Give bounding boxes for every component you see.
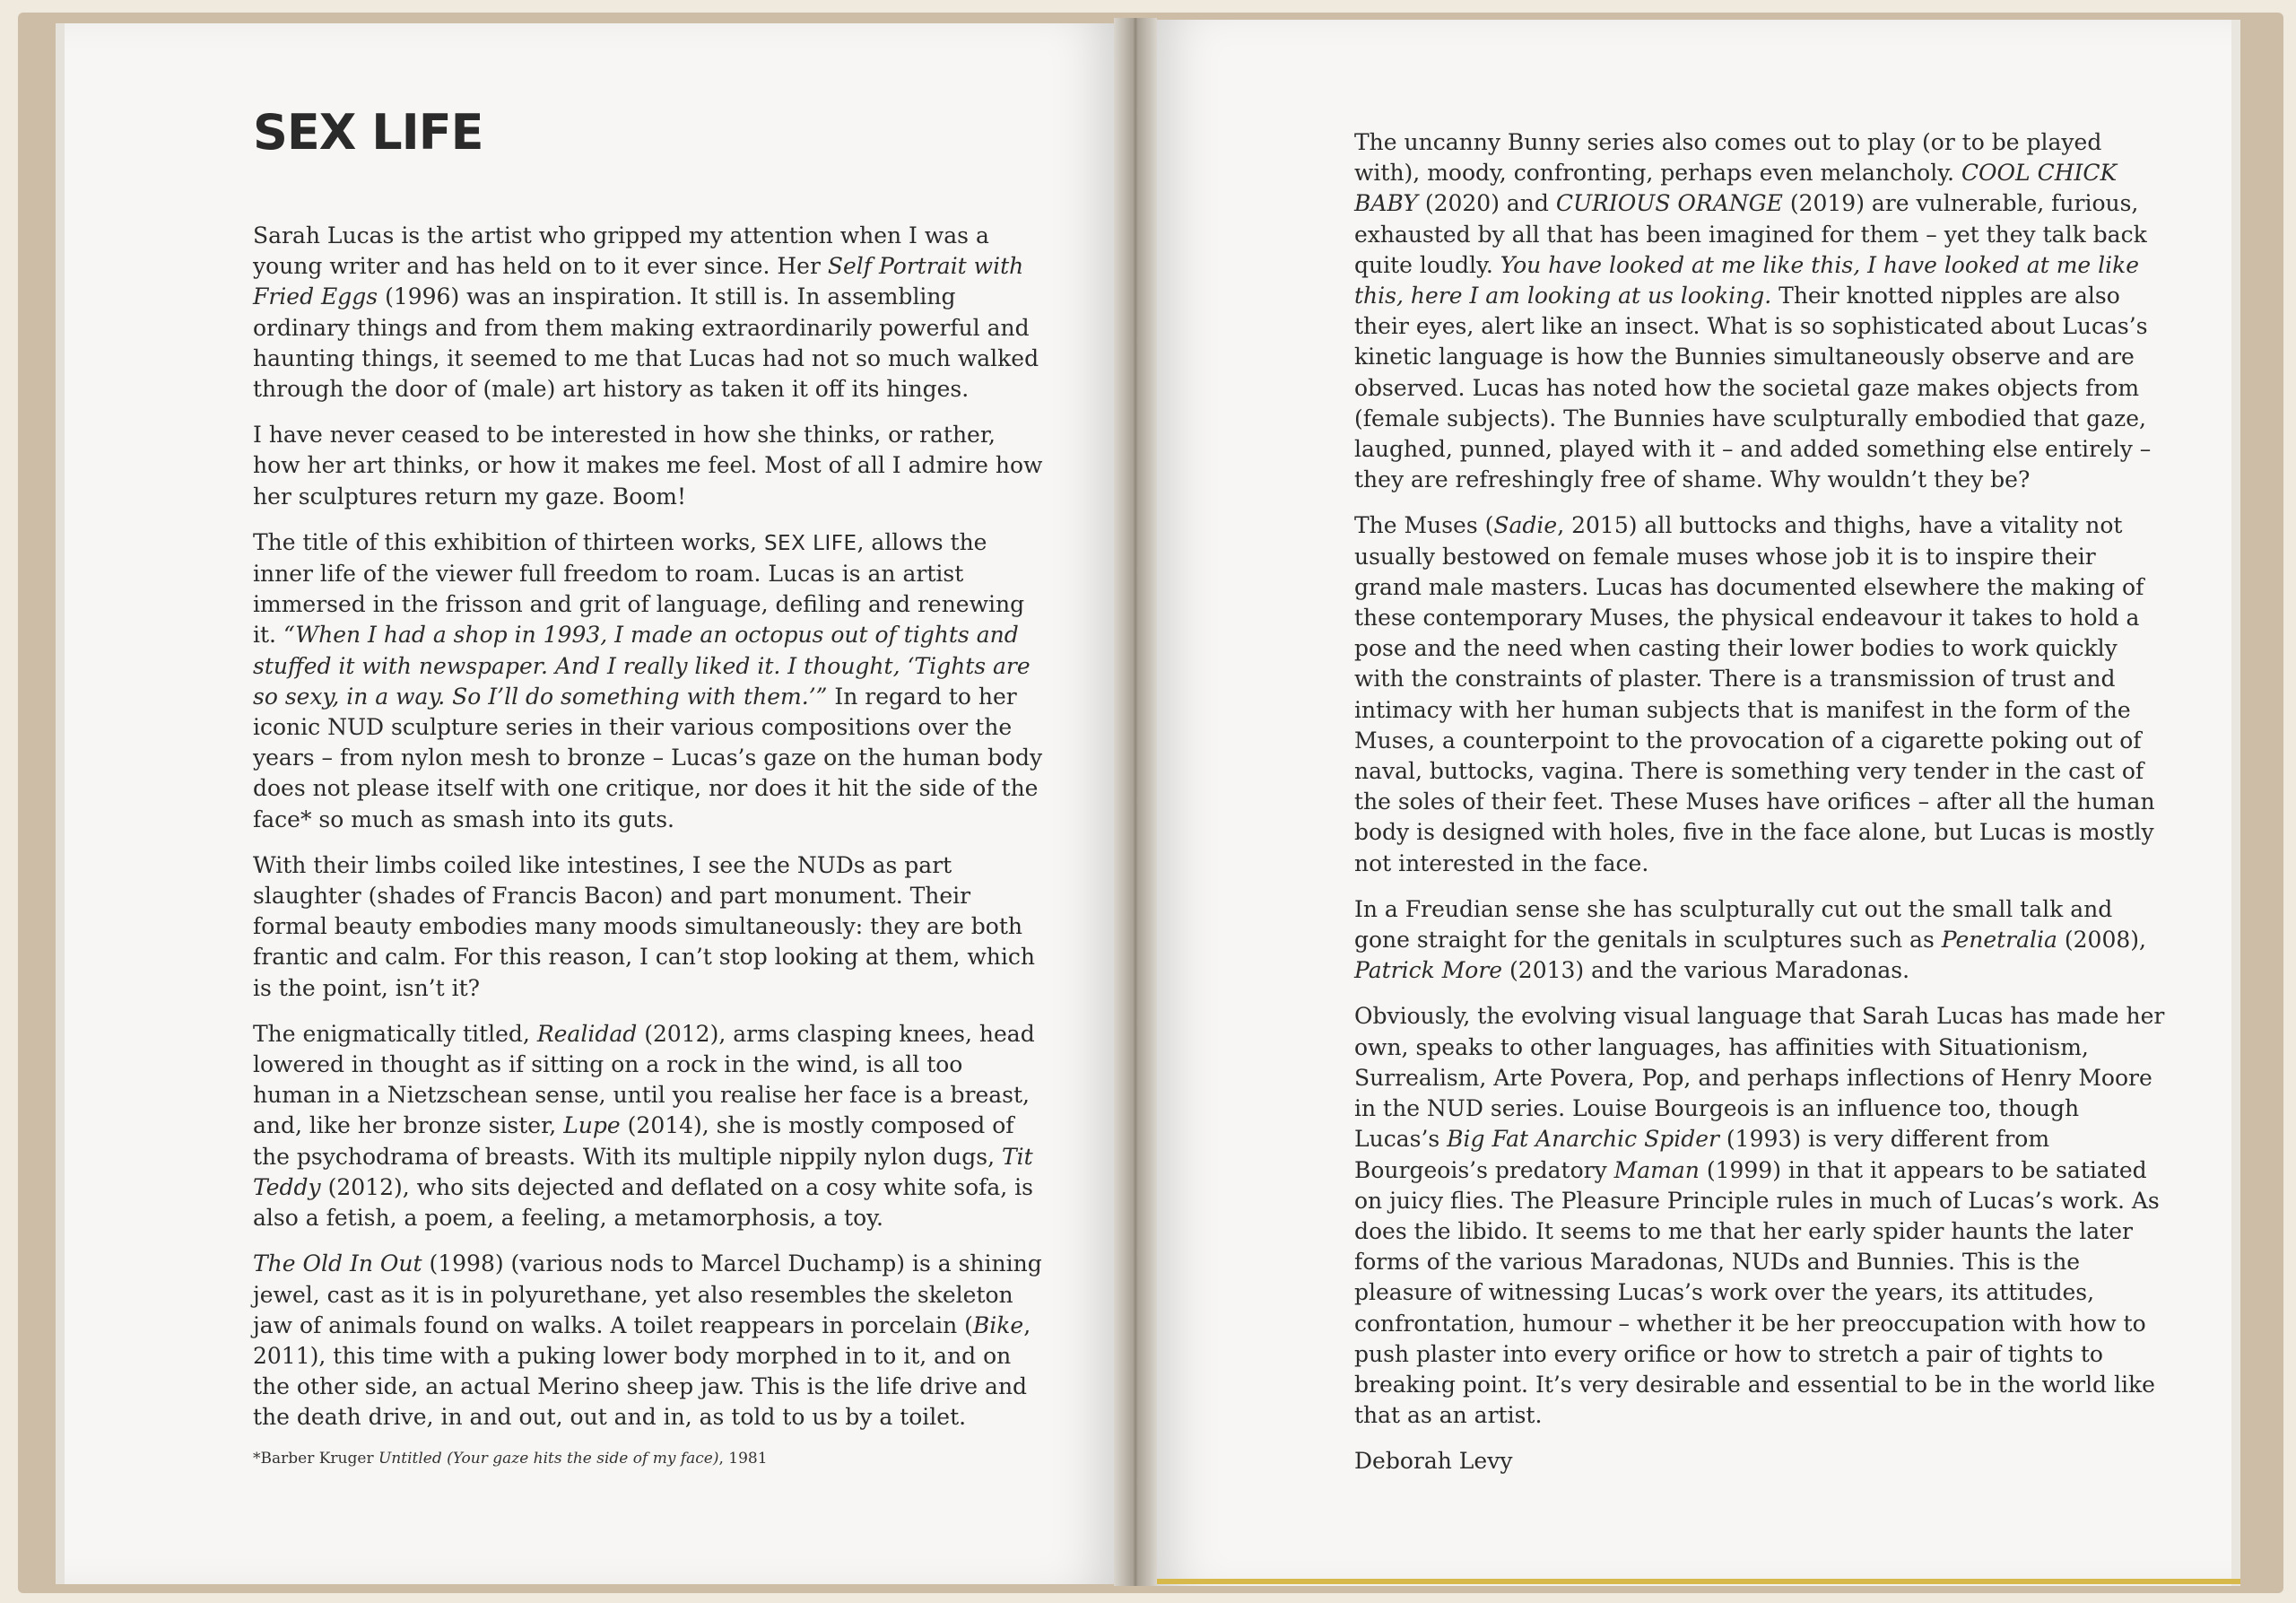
paragraph: The Old In Out (1998) (various nods to Marcel Duchamp) is a shining jewel, cast as it is in polyurethane, yet also resembles the skeleton jaw of animals found on walks. A toilet reappears in porcelain (Bike, 2011), this time with a puking lower body morphed in to it, and on the other side, an actual Merino sheep jaw. This is the life drive and the death drive, in and out, out and in, as told to us by a toilet. [253,1250,1042,1431]
paragraph: The uncanny Bunny series also comes out to play (or to be played with), moody, confronting, perhaps even melancholy. COOL CHICK BABY (2020) and CURIOUS ORANGE (2019) are vulnerable, furious, exhausted by all that has been imagined for them – yet they talk back quite loudly. You have looked at me like this, I have looked at me like this, here I am looking at us looking. Their knotted nipples are also their eyes, alert like an insect. What is so sophisticated about Lucas’s kinetic language is how the Bunnies simultaneously observe and are observed. Lucas has noted how the societal gaze makes objects from (female subjects). The Bunnies have sculpturally embodied that gaze, laughed, punned, played with it – and added something else entirely – they are refreshingly free of shame. Why wouldn’t they be? [1354,129,2152,493]
paragraph: Obviously, the evolving visual language that Sarah Lucas has made her own, speaks to other languages, has affinities with Situationism, Surrealism, Arte Povera, Pop, and perhaps inflections of Henry Moore in the NUD series. Louise Bourgeois is an influence too, though Lucas’s Big Fat Anarchic Spider (1993) is very different from Bourgeois’s predatory Maman (1999) in that it appears to be satiated on juicy flies. The Pleasure Principle rules in much of Lucas’s work. As does the libido. It seems to me that her early spider haunts the later forms of the various Maradonas, NUDs and Bunnies. This is the pleasure of witnessing Lucas’s work over the years, its attitudes, confrontation, humour – whether it be her preoccupation with how to push plaster into every orifice or how to stretch a pair of tights to breaking point. It’s very desirable and essential to be in the world like that as an artist. [1354,1003,2165,1429]
exhibition-title-ref: SEX LIFE [763,531,857,555]
paragraph: The title of this exhibition of thirteen works, SEX LIFE, allows the inner life of the viewer full freedom to roam. Lucas is an artist immersed in the frisson and grit of language, defiling and renewing it. “When I had a shop in 1993, I made an octopus out of tights and stuffed it with newspaper. And I really liked it. I thought, ‘Tights are so sexy, in a way. So I’ll do something with them.’” In regard to her iconic NUD sculpture series in their various compositions over the years – from nylon mesh to bronze – Lucas’s gaze on the human body does not please itself with one critique, nor does it hit the side of the face* so much as smash into its guts. [253,528,1043,832]
paragraph: I have never ceased to be interested in how she thinks, or rather, how her art thinks, or how it makes me feel. Most of all I admire how her sculptures return my gaze. Boom! [253,422,1043,510]
right-text-column [1354,127,2166,1493]
book-gutter [1114,18,1157,1586]
paragraph: The enigmatically titled, Realidad (2012), arms clasping knees, head lowered in thought as if sitting on a rock in the wind, is all too human in a Nietzschean sense, until you realise her face is a breast, and, like her bronze sister, Lupe (2014), she is mostly composed of the psychodrama of breasts. With its multiple nippily nylon dugs, Tit Teddy (2012), who sits dejected and deflated on a cosy white sofa, is also a fetish, a poem, a feeling, a metamorphosis, a toy. [253,1020,1035,1232]
page-title: SEX LIFE [253,104,483,161]
author-signature: Deborah Levy [1354,1448,1513,1475]
paragraph: In a Freudian sense she has sculpturally cut out the small talk and gone straight for the genitals in sculptures such as Penetralia (2008), Patrick More (2013) and the various Maradonas. [1354,895,2146,984]
paragraph: The Muses (Sadie, 2015) all buttocks and thighs, have a vitality not usually bestowed on female muses whose job it is to inspire their grand male masters. Lucas has documented elsewhere the making of these contemporary Muses, the physical endeavour it takes to hold a pose and the need when casting their lower bodies to work quickly with the constraints of plaster. There is a transmission of trust and intimacy with her human subjects that is manifest in the form of the Muses, a counterpoint to the provocation of a cigarette poking out of naval, buttocks, vagina. There is something very tender in the cast of the soles of their feet. These Muses have orifices – after all the human body is designed with holes, five in the face alone, but Lucas is mostly not interested in the face. [1354,512,2155,876]
right-page [1157,20,2240,1586]
left-text-column [253,221,1047,1449]
footnote: *Barber Kruger Untitled (Your gaze hits the side of my face), 1981 [253,1450,768,1468]
paragraph: With their limbs coiled like intestines, I see the NUDs as part slaughter (shades of Francis Bacon) and part monument. Their formal beauty embodies many moods simultaneously: they are both frantic and calm. For this reason, I can’t stop looking at them, which is the point, isn’t it? [253,851,1036,1001]
page-edge [1157,1579,2240,1584]
left-page [56,23,1114,1584]
paragraph: Sarah Lucas is the artist who gripped my attention when I was a young writer and has held on to it ever since. Her Self Portrait with Fried Eggs (1996) was an inspiration. It still is. In assembling ordinary things and from them making extraordinarily powerful and haunting things, it seemed to me that Lucas had not so much walked through the door of (male) art history as taken it off its hinges. [253,222,1039,403]
